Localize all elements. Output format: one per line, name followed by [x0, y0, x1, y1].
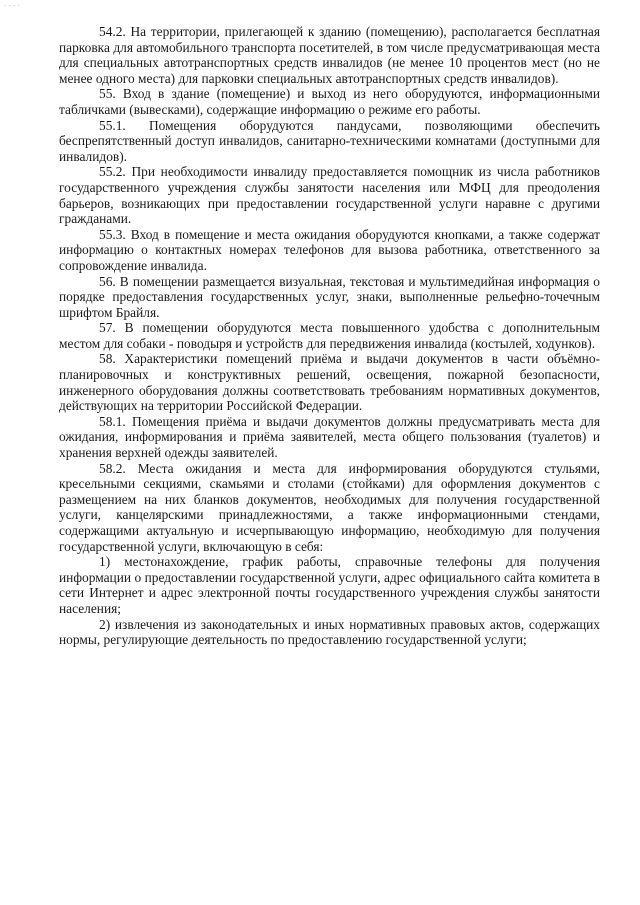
paragraph-58-1: 58.1. Помещения приёма и выдачи документов должны предусматривать места для ожидания, информирования и приёма заявителей, места общего пользования (туалетов) и хранения верхней одежды заявителей.: [59, 413, 600, 461]
paragraph-55-3: 55.3. Вход в помещение и места ожидания оборудуются кнопками, а также содержат информацию о контактных номерах телефонов для вызова работника, ответственного за сопровождение инвалида.: [59, 226, 600, 273]
list-item-2: 2) извлечения из законодательных и иных нормативных правовых актов, содержащих нормы, регулирующие деятельность по предоставлению государственной услуги;: [59, 616, 600, 648]
scan-corner-mark: · · · ·: [4, 2, 20, 10]
paragraph-58-2: 58.2. Места ожидания и места для информирования оборудуются стульями, кресельными секциями, скамьями и столами (стойками) для оформления документов с размещением на них бланков документов, необходимых для получения государственной услуги, канцелярскими принадлежностями, а также информационными стендами, содержащими актуальную и исчерпывающую информацию, необходимую для получения государственной услуги, включающую в себя:: [59, 460, 600, 554]
paragraph-55: 55. Вход в здание (помещение) и выход из него оборудуются, информационными табличками (вывесками), содержащие информацию о режиме его работы.: [59, 86, 600, 117]
paragraph-57: 57. В помещении оборудуются места повышенного удобства с дополнительным местом для собаки - поводыря и устройств для передвижения инвалида (костылей, ходунков).: [59, 320, 600, 351]
paragraph-54-2: 54.2. На территории, прилегающей к зданию (помещению), располагается бесплатная парковка для автомобильного транспорта посетителей, в том числе предусматривающая места для специальных автотранспортных средств инвалидов (не менее 10 процентов мест (но не менее одного места) для парковки специальных автотранспортных средств инвалидов).: [59, 24, 600, 86]
paragraph-55-1: 55.1. Помещения оборудуются пандусами, позволяющими обеспечить беспрепятственный доступ инвалидов, санитарно-техническими комнатами (доступными для инвалидов).: [59, 117, 600, 164]
list-item-1: 1) местонахождение, график работы, справочные телефоны для получения информации о предоставлении государственной услуги, адрес официального сайта комитета в сети Интернет и адрес электронной почты государственного учреждения службы занятости населения;: [59, 554, 600, 616]
paragraph-55-2: 55.2. При необходимости инвалиду предоставляется помощник из числа работников государственного учреждения службы занятости населения или МФЦ для преодоления барьеров, возникающих при предоставлении государственной услуги наравне с другими гражданами.: [59, 164, 600, 227]
paragraph-56: 56. В помещении размещается визуальная, текстовая и мультимедийная информация о порядке предоставления государственных услуг, знаки, выполненные рельефно-точечным шрифтом Брайля.: [59, 273, 600, 320]
paragraph-58: 58. Характеристики помещений приёма и выдачи документов в части объёмно-планировочных и конструктивных решений, освещения, пожарной безопасности, инженерного оборудования должны соответствовать требованиям нормативных документов, действующих на территории Российской Федерации.: [59, 351, 600, 414]
document-body: [59, 24, 600, 648]
